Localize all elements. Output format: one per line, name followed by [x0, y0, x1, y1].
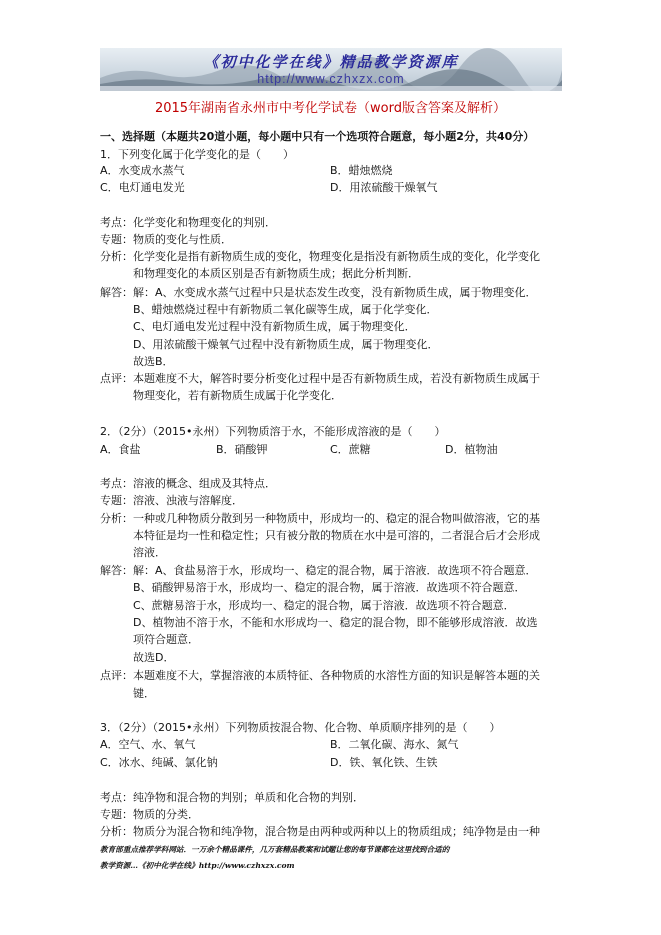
site-banner [100, 48, 562, 91]
q1-kd: 化学变化和物理变化的判别． [133, 216, 276, 229]
q1-zt: 物质的变化与性质． [133, 233, 232, 246]
q1-dp-label: 点评： [100, 372, 133, 385]
q1-dp-line2: 物理变化，若有新物质生成属于化学变化． [133, 389, 342, 402]
q2-fx-line2: 本特征是均一性和稳定性；只有被分散的物质在水中是可溶的，二者混合后才会形成 [133, 529, 540, 542]
footer-line1: 教育部重点推荐学科网站．一万余个精品课件，几万套精品教案和试题让您的每节课都在这里找到合适的 [100, 845, 450, 854]
q2-option-d: D．植物油 [445, 443, 498, 456]
q3-option-d: D．铁、氧化铁、生铁 [330, 756, 438, 769]
q2-fx-label: 分析： [100, 512, 133, 525]
q1-option-d: D．用浓硫酸干燥氧气 [330, 181, 438, 194]
q1-jd-line1: 解：A、水变成水蒸气过程中只是状态发生改变，没有新物质生成，属于物理变化． [133, 286, 537, 299]
q3-zt: 物质的分类． [133, 808, 199, 821]
q1-option-b: B．蜡烛燃烧 [330, 164, 393, 177]
banner-title: 《初中化学在线》精品教学资源库 [203, 53, 459, 71]
q3-kd: 纯净物和混合物的判别；单质和化合物的判别． [133, 791, 364, 804]
q1-jd-line5: 故选B． [133, 355, 174, 368]
q2-kd: 溶液的概念、组成及其特点． [133, 477, 276, 490]
q2-option-b: B．硝酸钾 [216, 443, 268, 456]
q1-jd-label: 解答： [100, 286, 133, 299]
q2-jd-line6: 故选D． [133, 651, 175, 664]
q2-zt: 溶液、浊液与溶解度． [133, 494, 243, 507]
q2-option-c: C．蔗糖 [330, 443, 371, 456]
q2-jd-line4: D、植物油不溶于水，不能和水形成均一、稳定的混合物，即不能够形成溶液．故选 [133, 616, 538, 629]
q3-kd-label: 考点： [100, 791, 133, 804]
q2-fx-line1: 一种或几种物质分散到另一种物质中，形成均一的、稳定的混合物叫做溶液，它的基 [133, 512, 540, 525]
q3-option-a: A．空气、水、氧气 [100, 738, 196, 751]
q2-kd-label: 考点： [100, 477, 133, 490]
q1-jd-line3: C、电灯通电发光过程中没有新物质生成，属于物理变化． [133, 320, 416, 333]
q2-jd-line3: C、蔗糖易溶于水，形成均一、稳定的混合物，属于溶液．故选项不符合题意． [133, 599, 515, 612]
q1-stem: 1．下列变化属于化学变化的是（ ） [100, 148, 294, 161]
q2-stem: 2．（2分）（2015•永州）下列物质溶于水，不能形成溶液的是（ ） [100, 425, 446, 438]
section-heading: 一、选择题（本题共20道小题，每小题中只有一个选项符合题意，每小题2分，共40分） [100, 130, 535, 143]
q2-jd-line1: 解：A、食盐易溶于水，形成均一、稳定的混合物，属于溶液．故选项不符合题意． [133, 564, 537, 577]
q1-fx-line1: 化学变化是指有新物质生成的变化，物理变化是指没有新物质生成的变化，化学变化 [133, 250, 540, 263]
q1-option-a: A．水变成水蒸气 [100, 164, 185, 177]
q2-dp-line2: 键． [133, 687, 155, 700]
q1-jd-line2: B、蜡烛燃烧过程中有新物质二氧化碳等生成，属于化学变化． [133, 303, 438, 316]
page-title: 2015年湖南省永州市中考化学试卷（word版含答案及解析） [154, 101, 507, 116]
q1-fx-label: 分析： [100, 250, 133, 263]
q2-dp-label: 点评： [100, 669, 133, 682]
q2-jd-line2: B、硝酸钾易溶于水，形成均一、稳定的混合物，属于溶液．故选项不符合题意． [133, 581, 526, 594]
q1-jd-line4: D、用浓硫酸干燥氧气过程中没有新物质生成，属于物理变化． [133, 338, 439, 351]
q2-jd-line5: 项符合题意． [133, 633, 199, 646]
q3-fx-label: 分析： [100, 825, 133, 838]
q3-fx-line1: 物质分为混合物和纯净物，混合物是由两种或两种以上的物质组成；纯净物是由一种 [133, 825, 540, 838]
q3-option-b: B．二氧化碳、海水、氮气 [330, 738, 459, 751]
q1-option-c: C．电灯通电发光 [100, 181, 185, 194]
banner-url-link[interactable]: http://www.czhxzx.com [257, 72, 405, 86]
q3-zt-label: 专题： [100, 808, 133, 821]
q2-jd-label: 解答： [100, 564, 133, 577]
footer-line2: 教学资源…《初中化学在线》http://www.czhxzx.com [100, 861, 295, 870]
q2-fx-line3: 溶液． [133, 546, 166, 559]
q1-fx-line2: 和物理变化的本质区别是否有新物质生成；据此分析判断． [133, 267, 419, 280]
q1-dp-line1: 本题难度不大，解答时要分析变化过程中是否有新物质生成，若没有新物质生成属于 [133, 372, 540, 385]
q2-option-a: A．食盐 [100, 443, 141, 456]
q1-kd-label: 考点： [100, 216, 133, 229]
q1-zt-label: 专题： [100, 233, 133, 246]
q2-dp-line1: 本题难度不大，掌握溶液的本质特征、各种物质的水溶性方面的知识是解答本题的关 [133, 669, 540, 682]
q2-zt-label: 专题： [100, 494, 133, 507]
q3-option-c: C．冰水、纯碱、氯化钠 [100, 756, 218, 769]
q3-stem: 3．（2分）（2015•永州）下列物质按混合物、化合物、单质顺序排列的是（ ） [100, 721, 501, 734]
